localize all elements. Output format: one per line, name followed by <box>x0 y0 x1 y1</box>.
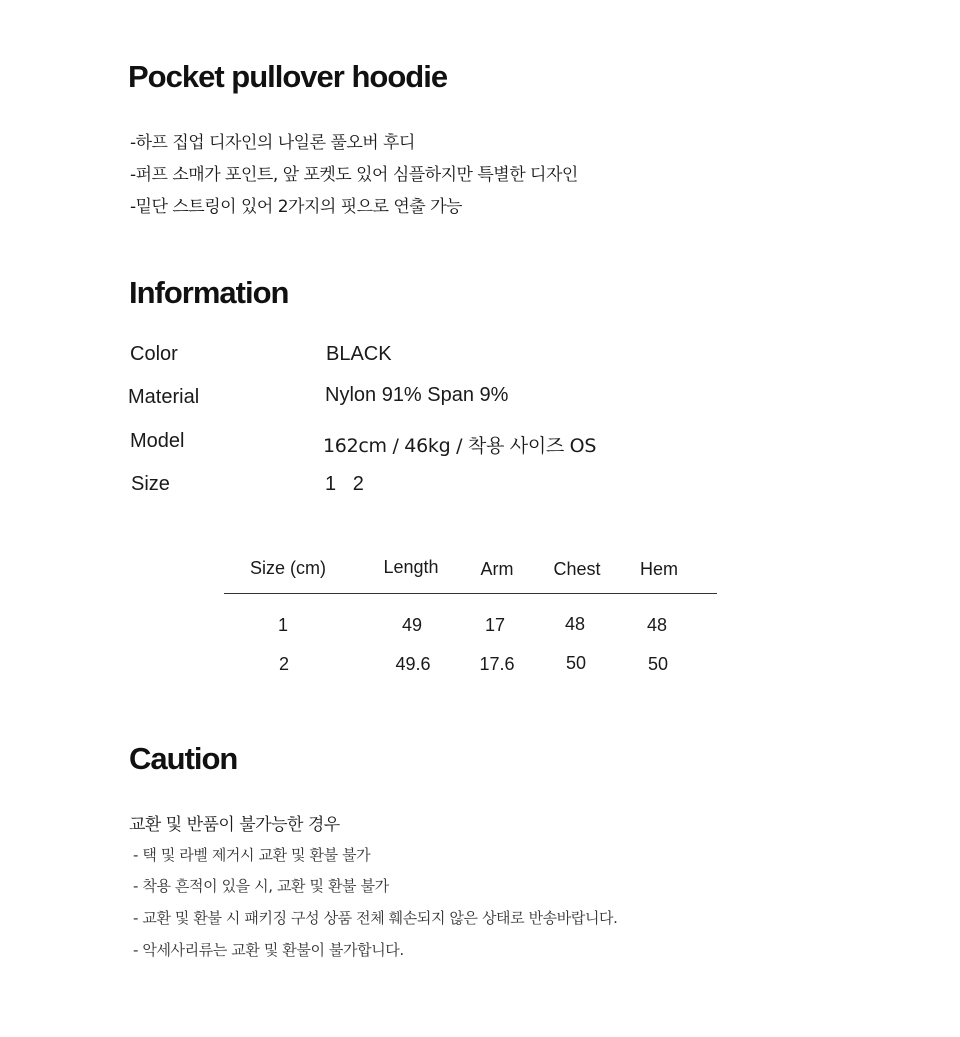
caution-item: - 택 및 라벨 제거시 교환 및 환불 불가 <box>133 846 371 864</box>
info-value-color: BLACK <box>326 343 392 365</box>
table-cell: 17 <box>484 615 506 635</box>
info-value-size: 1 2 <box>325 473 364 495</box>
caution-item: - 착용 흔적이 있을 시, 교환 및 환불 불가 <box>133 877 389 895</box>
info-value-model: 162cm / 46kg / 착용 사이즈 OS <box>323 435 597 457</box>
info-label-size: Size <box>131 473 170 495</box>
table-header-arm: Arm <box>480 559 514 579</box>
table-cell: 49.6 <box>395 654 431 674</box>
table-cell: 2 <box>278 654 290 674</box>
table-cell: 49 <box>401 615 423 635</box>
table-header-hem: Hem <box>639 559 679 579</box>
table-cell: 50 <box>647 654 669 674</box>
info-label-material: Material <box>128 386 200 408</box>
caution-subheading: 교환 및 반품이 불가능한 경우 <box>129 815 340 835</box>
description-line: -하프 집업 디자인의 나일론 풀오버 후디 <box>130 133 415 153</box>
description-line: -퍼프 소매가 포인트, 앞 포켓도 있어 심플하지만 특별한 디자인 <box>130 165 578 185</box>
table-cell: 1 <box>277 615 289 635</box>
caution-item: - 교환 및 환불 시 패키징 구성 상품 전체 훼손되지 않은 상태로 반송바랍니다. <box>133 909 618 927</box>
caution-item: - 악세사리류는 교환 및 환불이 불가합니다. <box>133 941 404 959</box>
information-heading: Information <box>129 275 289 310</box>
info-label-color: Color <box>130 343 178 365</box>
info-label-model: Model <box>130 430 185 452</box>
table-header-chest: Chest <box>553 559 601 579</box>
table-header-size: Size (cm) <box>250 558 326 578</box>
table-header-length: Length <box>383 557 439 577</box>
caution-heading: Caution <box>129 741 238 776</box>
product-title: Pocket pullover hoodie <box>128 59 448 94</box>
description-line: -밑단 스트링이 있어 2가지의 핏으로 연출 가능 <box>130 197 462 217</box>
table-cell: 48 <box>646 615 668 635</box>
table-divider <box>224 593 717 594</box>
table-cell: 48 <box>564 614 586 634</box>
table-cell: 50 <box>565 653 587 673</box>
info-value-material: Nylon 91% Span 9% <box>325 384 509 406</box>
table-cell: 17.6 <box>479 654 515 674</box>
